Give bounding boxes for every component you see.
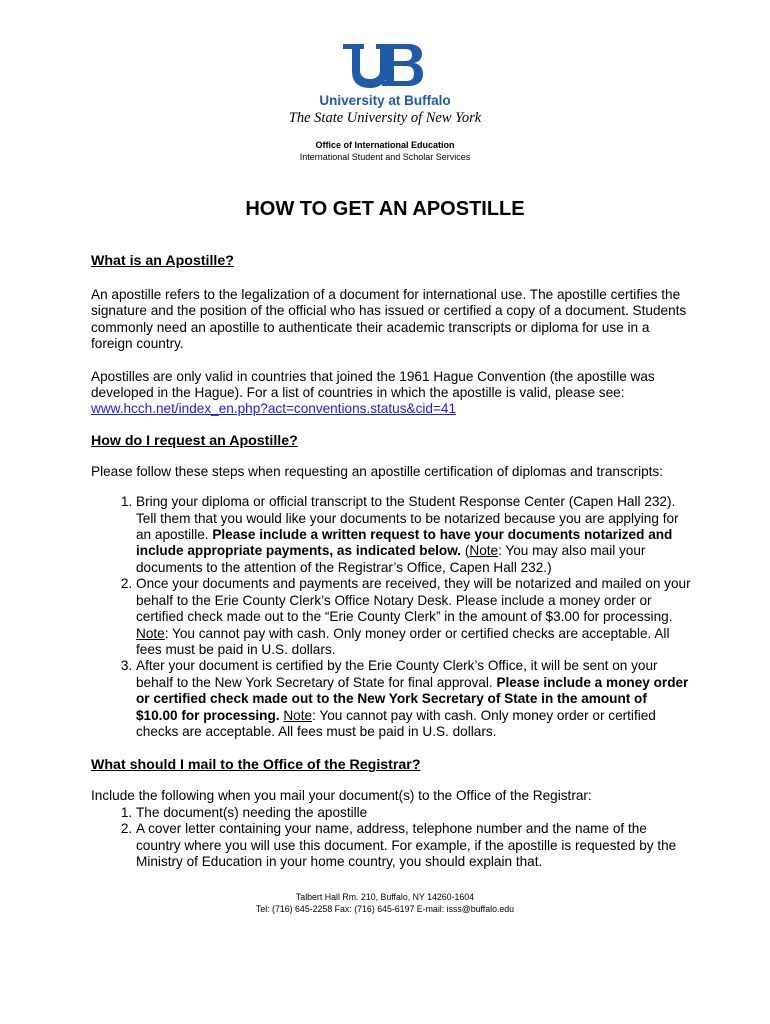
list-item: 1. Bring your diploma or official transcript to the Student Response Center (Capen Hall 232). Tell them that you would like your documents to be notarized because you are applying for an apostille. Please include a written request to have your documents notarized and include appropriate payments, as indicated below. (Note: You may also mail your documents to the attention of the Registrar’s Office, Capen Hall 232.) bbox=[136, 494, 691, 576]
document-body bbox=[91, 252, 691, 870]
list-item: 1. The document(s) needing the apostille bbox=[136, 805, 691, 821]
list-item: 2. A cover letter containing your name, address, telephone number and the name of the country where you will use this document. For example, if the apostille is requested by the Ministry of Education in your home country, you should explain that. bbox=[136, 821, 691, 870]
how-intro: Please follow these steps when requesting an apostille certification of diplomas and transcripts: bbox=[91, 463, 664, 479]
page-title: HOW TO GET AN APOSTILLE bbox=[245, 198, 525, 220]
office-name: Office of International Education bbox=[315, 140, 455, 150]
what-paragraph-2-text: Apostilles are only valid in countries that joined the 1961 Hague Convention (the apostille was developed in the Hague). For a list of countries in which the apostille is valid, please see: bbox=[91, 368, 655, 401]
section-heading-how: How do I request an Apostille? bbox=[91, 432, 298, 449]
what-paragraph-1: An apostille refers to the legalization of a document for international use. The apostille certifies the signature and the position of the official who has issued or certified a copy of a document. Students commonly need an apostille to authenticate their academic transcripts or diploma for use in a foreign country. bbox=[91, 287, 687, 352]
mail-items-list bbox=[91, 805, 691, 871]
ub-logo-icon bbox=[342, 40, 424, 90]
footer-contact: Tel: (716) 645-2258 Fax: (716) 645-6197 E-mail: isss@buffalo.edu bbox=[255, 904, 515, 914]
what-paragraph-2 bbox=[91, 369, 691, 418]
list-item: 3. After your document is certified by the Erie County Clerk’s Office, it will be sent on your behalf to the New York Secretary of State for final approval. Please include a money order or certified check made out to the New York Secretary of State in the amount of $10.00 for processing. Note: You cannot pay with cash. Only money order or certified checks are acceptable. All fees must be paid in U.S. dollars. bbox=[136, 658, 691, 740]
footer-address: Talbert Hall Rm. 210, Buffalo, NY 14260-1604 bbox=[295, 892, 475, 902]
office-subtitle: International Student and Scholar Services bbox=[299, 152, 471, 162]
page-footer bbox=[0, 891, 770, 915]
university-name: University at Buffalo bbox=[319, 93, 451, 108]
how-steps-list bbox=[91, 494, 691, 740]
section-heading-mail: What should I mail to the Office of the Registrar? bbox=[91, 757, 421, 774]
mail-intro: Include the following when you mail your document(s) to the Office of the Registrar: bbox=[91, 788, 592, 804]
hague-convention-link[interactable]: www.hcch.net/index_en.php?act=conventions.status&cid=41 bbox=[91, 401, 457, 417]
section-heading-what: What is an Apostille? bbox=[91, 253, 234, 269]
university-subtitle: The State University of New York bbox=[288, 110, 482, 126]
list-item: 2. Once your documents and payments are received, they will be notarized and mailed on your behalf to the Erie County Clerk’s Office Notary Desk. Please include a money order or certified check made out to the “Erie County Clerk” in the amount of $3.00 for processing. Note: You cannot pay with cash. Only money order or certified checks are acceptable. All fees must be paid in U.S. dollars. bbox=[136, 576, 691, 658]
